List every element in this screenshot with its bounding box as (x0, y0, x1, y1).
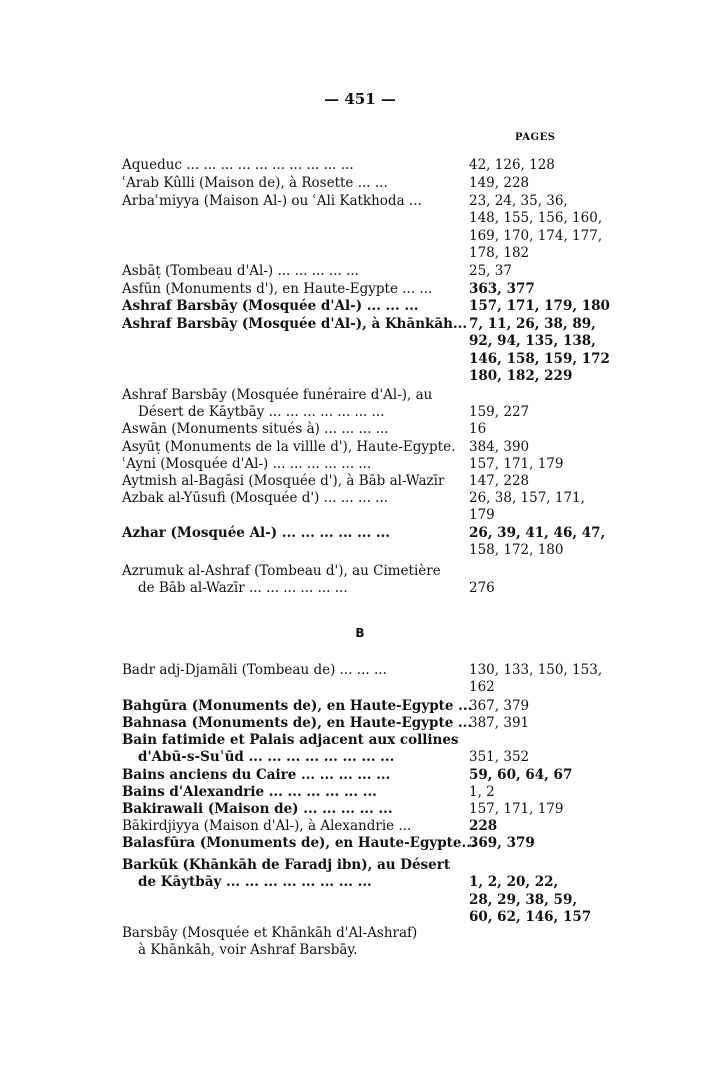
section-letter-b: B (355, 626, 365, 640)
entry-text: Ashraf Barsbāy (Mosquée d'Al-) ... ... ... (122, 298, 419, 314)
entry-text: de Kāytbāy ... ... ... ... ... ... ... ... (138, 874, 372, 891)
entry-pages: 387, 391 (469, 715, 530, 731)
entry-text: Arbaʿmiyya (Maison Al-) ou ʿAli Katkhoda ... (122, 193, 422, 209)
entry-pages: 147, 228 (469, 473, 530, 489)
entry-text: Barkūk (Khānkāh de Faradj ibn), au Désert (122, 857, 451, 873)
entry-pages: 369, 379 (469, 835, 535, 851)
entry-pages: 169, 170, 174, 177, (469, 227, 603, 244)
entry-text: Balasfūra (Monuments de), en Haute-Egypte... (122, 835, 476, 851)
index-entry-cross-reference (122, 925, 622, 960)
entry-text: Barsbāy (Mosquée et Khānkāh d'Al-Ashraf) (122, 925, 418, 941)
entry-pages: 228 (469, 818, 498, 834)
entry-pages: 1, 2, 20, 22, (469, 874, 559, 891)
entry-pages (469, 857, 629, 874)
entry-pages: 59, 60, 64, 67 (469, 767, 573, 783)
entry-text: à Khānkāh, voir Ashraf Barsbāy. (138, 942, 358, 959)
entry-pages: 178, 182 (469, 245, 530, 262)
entry-pages: 351, 352 (469, 749, 530, 766)
entry-pages: 26, 38, 157, 171, (469, 490, 585, 506)
entry-pages: 16 (469, 421, 487, 437)
entry-pages: 179 (469, 507, 495, 524)
entry-text: Bain fatimide et Palais adjacent aux collines (122, 732, 459, 748)
entry-pages: 159, 227 (469, 404, 530, 421)
entry-pages: 130, 133, 150, 153, (469, 662, 603, 678)
entry-text: Asyūṭ (Monuments de la villle d'), Haute-Egypte. (122, 439, 456, 455)
entry-text: Ashraf Barsbāy (Mosquée funéraire d'Al-), au (122, 387, 433, 403)
entry-pages: 276 (469, 580, 495, 597)
entry-pages: 367, 379 (469, 698, 530, 714)
entry-pages: 1, 2 (469, 784, 495, 800)
entry-text: Aytmish al-Bagāsi (Mosquée d'), à Bāb al-Wazīr (122, 473, 445, 489)
entry-pages: 157, 171, 179 (469, 456, 564, 472)
entry-pages: 26, 39, 41, 46, 47, (469, 525, 606, 541)
entry-text: de Bāb al-Wazīr ... ... ... ... ... ... (138, 580, 348, 597)
entry-text: Azhar (Mosquée Al-) ... ... ... ... ... ... (122, 525, 390, 541)
entry-pages: 162 (469, 679, 495, 696)
entry-text: Désert de Kāytbāy ... ... ... ... ... ... ... (138, 404, 385, 421)
entry-pages: 158, 172, 180 (469, 542, 564, 559)
entry-text: Azbak al-Yūsufi (Mosquée d') ... ... ... ... (122, 490, 389, 506)
entry-pages: 25, 37 (469, 263, 512, 279)
entry-text: Bahnasa (Monuments de), en Haute-Egypte ... (122, 715, 473, 731)
entry-pages (469, 563, 629, 580)
entry-pages: 92, 94, 135, 138, (469, 333, 596, 350)
entry-text: Azrumuk al-Ashraf (Tombeau d'), au Cimetière (122, 563, 441, 579)
pages-column-header: PAGES (515, 132, 556, 143)
page-number: — 451 — (324, 90, 396, 108)
entry-text: ʿArab Kûlli (Maison de), à Rosette ... ... (122, 175, 388, 191)
entry-pages: 157, 171, 179, 180 (469, 298, 610, 314)
entry-pages: 363, 377 (469, 281, 535, 297)
entry-pages: 23, 24, 35, 36, (469, 193, 568, 209)
entry-text: d'Abū-s-Suʿūd ... ... ... ... ... ... ... ... (138, 749, 395, 766)
entry-pages: 180, 182, 229 (469, 368, 573, 385)
entry-text: Aswān (Monuments situés à) ... ... ... ... (122, 421, 389, 437)
entry-pages: 60, 62, 146, 157 (469, 909, 592, 926)
entry-text: Bains d'Alexandrie ... ... ... ... ... ... (122, 784, 377, 800)
entry-pages: 148, 155, 156, 160, (469, 210, 603, 227)
entry-text: Bains anciens du Caire ... ... ... ... ... (122, 767, 391, 783)
entry-text: Asfūn (Monuments d'), en Haute-Egypte ... ... (122, 281, 433, 297)
entry-text: Bākirdjiyya (Maison d'Al-), à Alexandrie ... (122, 818, 412, 834)
entry-text: Ashraf Barsbāy (Mosquée d'Al-), à Khānkāh... (122, 316, 468, 332)
entry-pages: 146, 158, 159, 172 (469, 350, 610, 367)
entry-pages: 28, 29, 38, 59, (469, 891, 578, 908)
entry-text: Badr adj-Djamāli (Tombeau de) ... ... ... (122, 662, 387, 678)
entry-pages: 7, 11, 26, 38, 89, (469, 316, 596, 332)
entry-text: ʿAyni (Mosquée d'Al-) ... ... ... ... ... ... (122, 456, 372, 472)
entry-pages: 42, 126, 128 (469, 157, 555, 173)
entry-pages: 157, 171, 179 (469, 801, 564, 817)
entry-text: Bahgūra (Monuments de), en Haute-Egypte ... (122, 698, 473, 714)
entry-pages: 384, 390 (469, 439, 530, 455)
entry-text: Bakirawali (Maison de) ... ... ... ... ... (122, 801, 393, 817)
entry-pages (469, 732, 629, 749)
entry-pages (469, 387, 629, 404)
entry-pages: 149, 228 (469, 175, 530, 191)
entry-text: Aqueduc ... ... ... ... ... ... ... ... ... ... (122, 157, 354, 173)
entry-text: Asbāṭ (Tombeau d'Al-) ... ... ... ... ... (122, 263, 359, 279)
